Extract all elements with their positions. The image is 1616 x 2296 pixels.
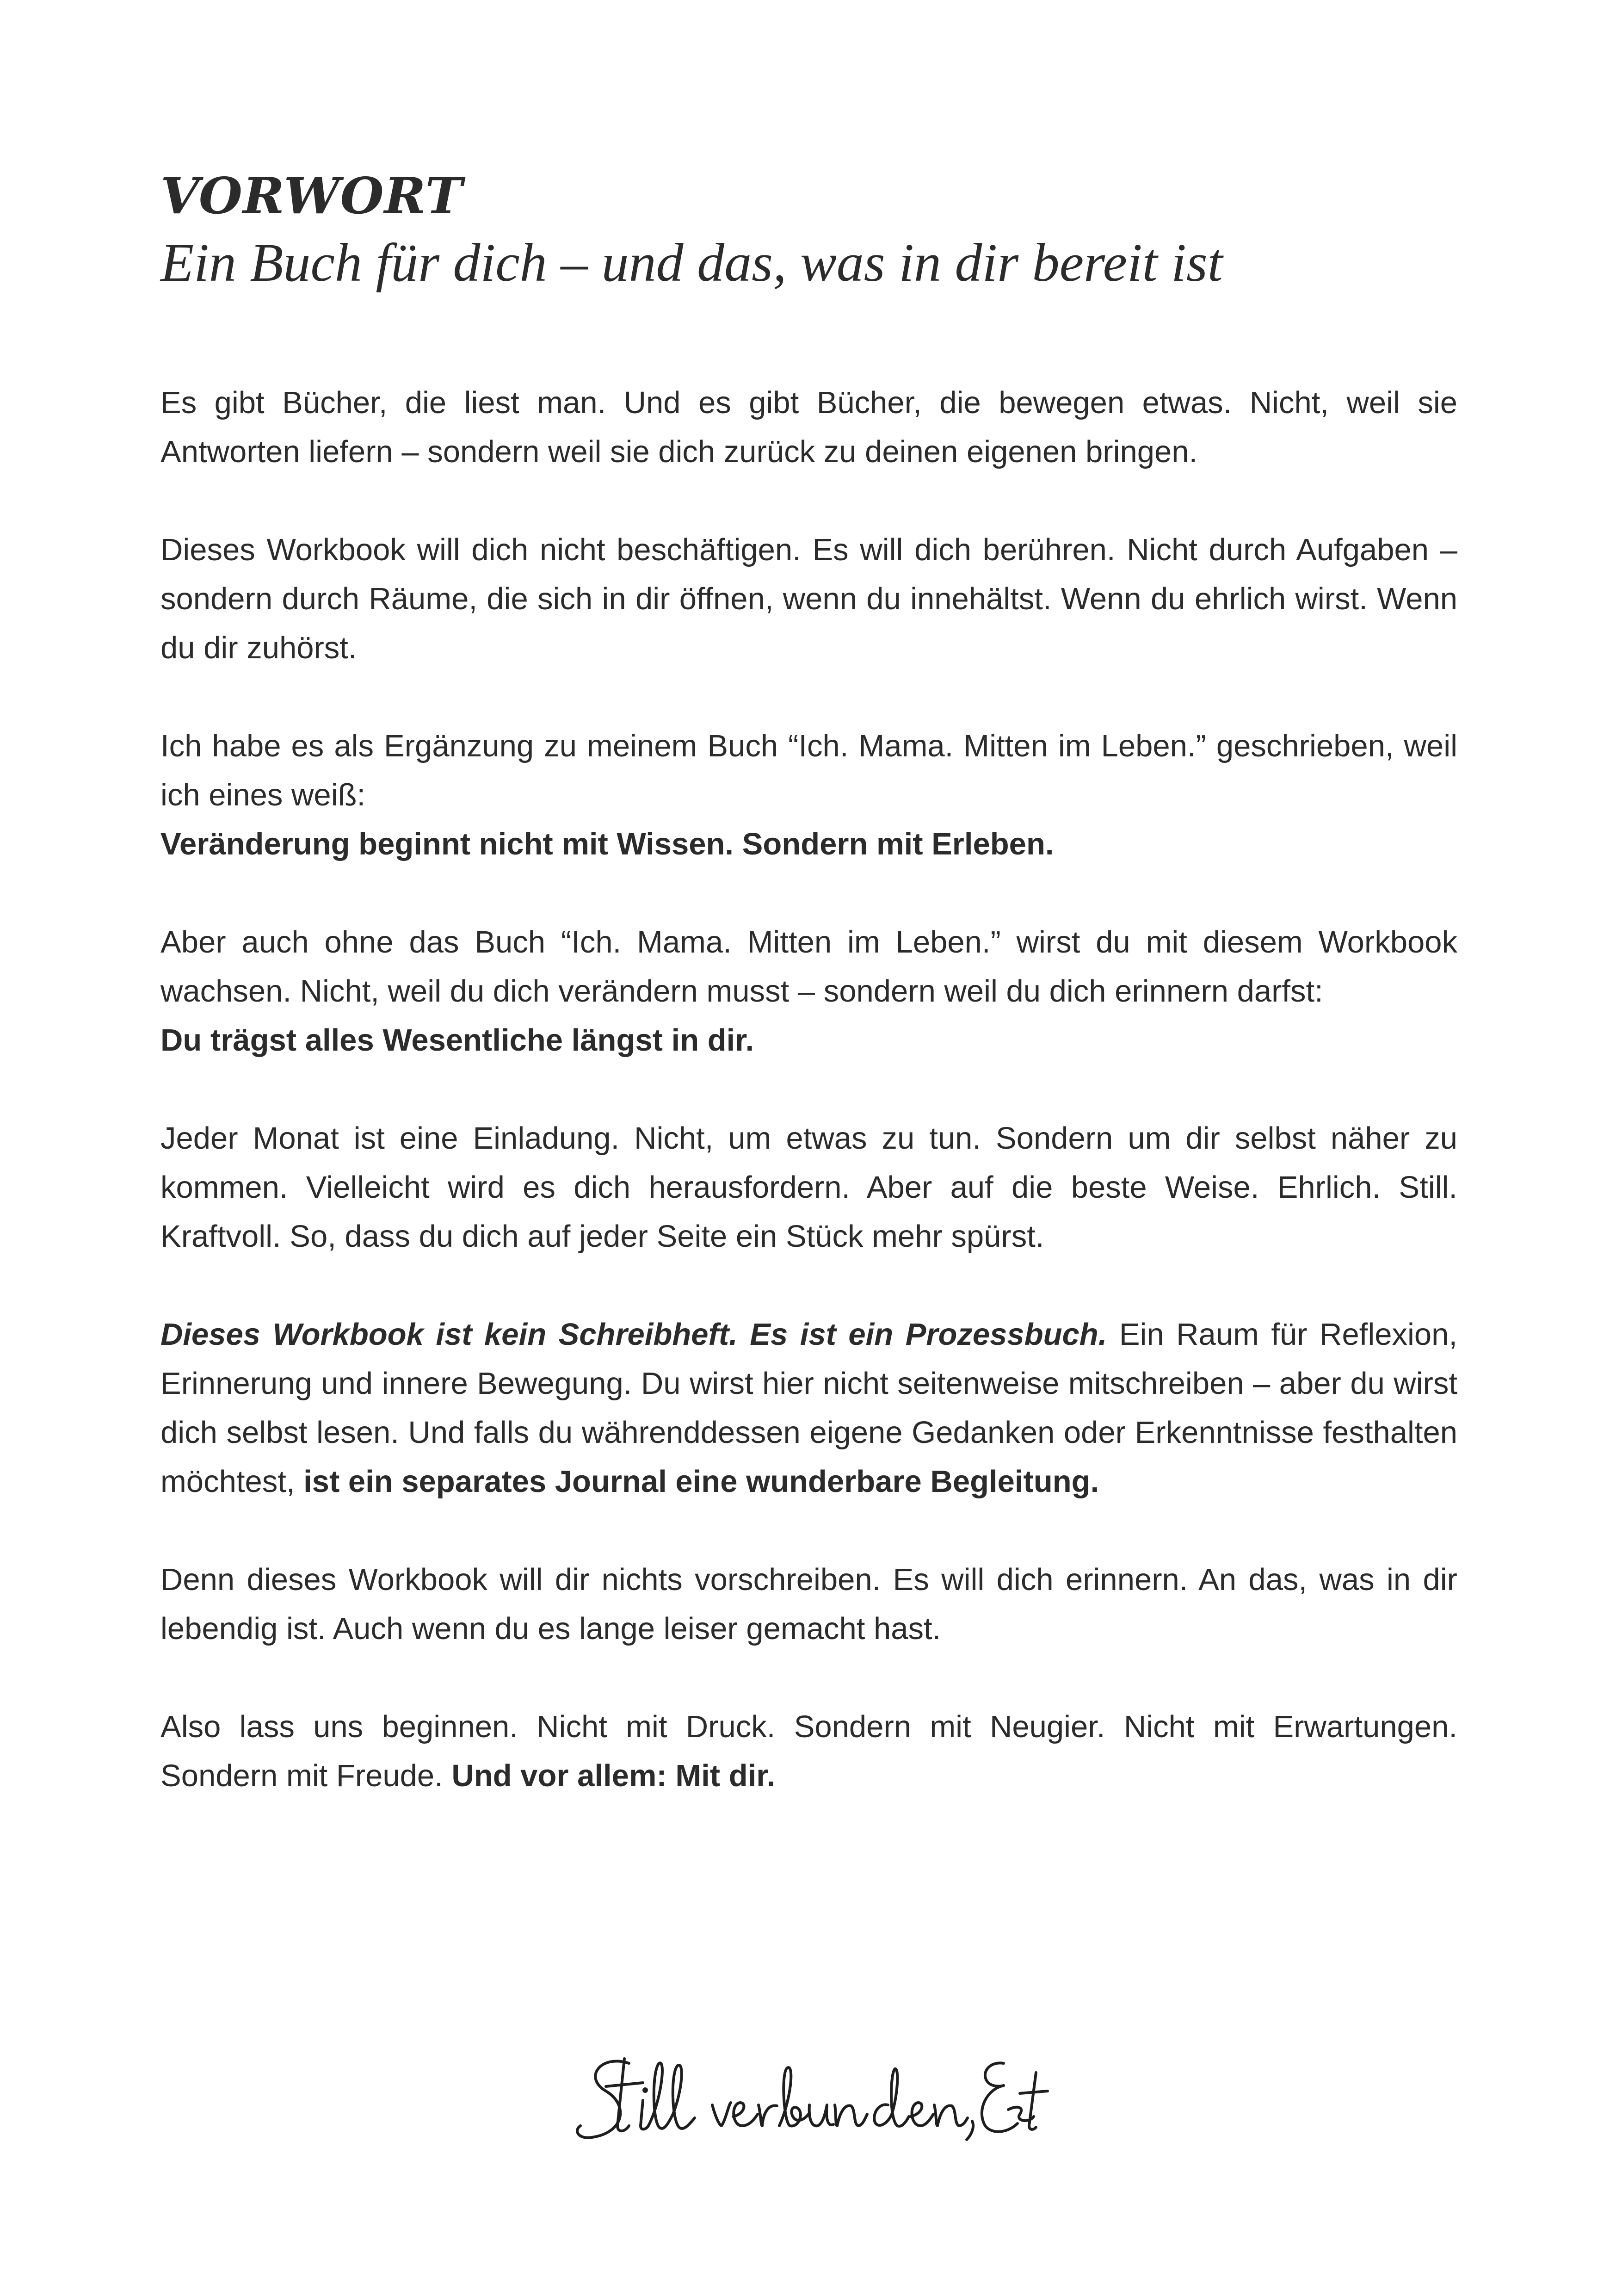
page-subtitle: Ein Buch für dich – und das, was in dir bereit ist (160, 232, 1223, 293)
paragraph-3-text: Ich habe es als Ergänzung zu meinem Buch “Ich. Mama. Mitten im Leben.” geschrieben, weil ich eines weiß: (160, 729, 1457, 812)
paragraph-4 (160, 918, 1457, 1065)
preface-body (160, 378, 1457, 1801)
paragraph-6-text: Ein Raum für Reflexion, Erinnerung und innere Bewegung. Du wirst hier nicht seitenweise mitschreiben – aber du wirst dich selbst lesen. Und falls du währenddessen eigene Gedanken oder Erkenntnisse festhalten möchtest, (160, 1317, 1457, 1499)
paragraph-6-emphasis: ist ein separates Journal eine wunderbare Begleitung. (303, 1464, 1099, 1499)
paragraph-5: Jeder Monat ist eine Einladung. Nicht, um etwas zu tun. Sondern um dir selbst näher zu kommen. Vielleicht wird es dich herausfordern. Aber auf die beste Weise. Ehrlich. Still. Kraftvoll. So, dass du dich auf jeder Seite ein Stück mehr spürst. (160, 1121, 1457, 1254)
paragraph-6 (160, 1310, 1457, 1506)
paragraph-8-text: Also lass uns beginnen. Nicht mit Druck. Sondern mit Neugier. Nicht mit Erwartungen. Sondern mit Freude. (160, 1709, 1457, 1793)
paragraph-6-lead: Dieses Workbook ist kein Schreibheft. Es ist ein Prozessbuch. (160, 1317, 1107, 1352)
paragraph-4-emphasis: Du trägst alles Wesentliche längst in dir. (160, 1023, 754, 1058)
section-eyebrow: VORWORT (160, 167, 463, 225)
paragraph-3-emphasis: Veränderung beginnt nicht mit Wissen. Sondern mit Erleben. (160, 827, 1054, 861)
handwritten-signature (574, 2045, 1050, 2147)
paragraph-1: Es gibt Bücher, die liest man. Und es gibt Bücher, die bewegen etwas. Nicht, weil sie Antworten liefern – sondern weil sie dich zurück zu deinen eigenen bringen. (160, 385, 1457, 469)
page-content (160, 164, 1457, 1850)
paragraph-4-text: Aber auch ohne das Buch “Ich. Mama. Mitten im Leben.” wirst du mit diesem Workbook wachsen. Nicht, weil du dich verändern musst – sondern weil du dich erinnern darfst: (160, 925, 1457, 1009)
paragraph-8-emphasis: Und vor allem: Mit dir. (451, 1758, 776, 1793)
paragraph-2: Dieses Workbook will dich nicht beschäftigen. Es will dich berühren. Nicht durch Aufgaben – sondern durch Räume, die sich in dir öffnen, wenn du innehältst. Wenn du ehrlich wirst. Wenn du dir zuhörst. (160, 532, 1457, 665)
paragraph-7: Denn dieses Workbook will dir nichts vorschreiben. Es will dich erinnern. An das, was in dir lebendig ist. Auch wenn du es lange leiser gemacht hast. (160, 1562, 1457, 1646)
paragraph-3 (160, 722, 1457, 869)
paragraph-8 (160, 1702, 1457, 1801)
signature-drawing (574, 2045, 1050, 2147)
